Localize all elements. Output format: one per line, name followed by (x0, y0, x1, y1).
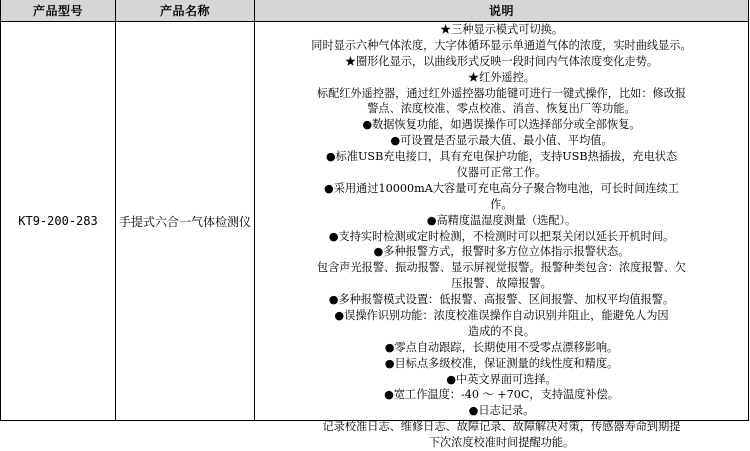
description-line: 同时显示六种气体浓度，大字体循环显示单通道气体的浓度，实时曲线显示。 (311, 38, 692, 52)
description-line: 记录校准日志、维修日志、故障记录、故障解决对策，传感器寿命到期提 (322, 420, 681, 434)
product-name-cell (116, 22, 254, 420)
description-line: 压报警、故障报警。 (451, 277, 552, 291)
description-line: ●采用通过10000mA大容量可充电高分子聚合物电池，可长时间连续工 (324, 181, 679, 195)
description-line: ★三种显示模式可切换。 (439, 23, 564, 36)
description-line: ●可设置是否显示最大值、最小值、平均值。 (390, 134, 613, 148)
description-line: ●日志记录。 (468, 404, 535, 418)
product-model-cell (1, 22, 115, 420)
description-line: ●标准USB充电接口，具有充电保护功能，支持USB热插拔，充电状态 (325, 150, 678, 164)
header-name: 产品名称 (159, 4, 210, 18)
description-line: ●高精度温湿度测量（选配）。 (426, 213, 577, 227)
description-line: ●宽工作温度：-40 ～ +70C，支持温度补偿。 (384, 388, 619, 402)
description-line: 警点、浓度校准、零点校准、消音、恢复出厂等功能。 (367, 102, 636, 116)
description-line: ●零点自动跟踪，长期使用不受零点漂移影响。 (384, 340, 619, 354)
description-line: ●目标点多级校准，保证测量的线性度和精度。 (384, 356, 619, 370)
description-line: ★圈形化显示，以曲线形式反映一段时间内气体浓度变化走势。 (344, 54, 659, 68)
description-line: 包含声光报警、振动报警、显示屏视觉报警。报警种类包含：浓度报警、欠 (316, 261, 687, 275)
header-description: 说明 (488, 4, 514, 18)
description-line: ●误操作识别功能：浓度校准误操作自动识别并阻止，能避免人为因 (334, 309, 669, 323)
description-line: ●支持实时检测或定时检测，不检测时可以把泵关闭以延长开机时间。 (328, 229, 675, 243)
product-model: KT9-200-283 (18, 214, 98, 228)
description-cell (255, 22, 748, 450)
header-model: 产品型号 (32, 4, 83, 18)
product-name: 手提式六合一气体检测仪 (118, 214, 251, 229)
description-line: ●多种报警方式，报警时多方位立体指示报警状态。 (373, 245, 630, 259)
table-header-row (1, 0, 748, 22)
description-line: ●多种报警模式设置：低报警、高报警、区间报警、加权平均值报警。 (328, 293, 675, 307)
description-line: ●数据恢复功能，如遇误操作可以选择部分或全部恢复。 (362, 118, 641, 132)
description-line: ●中英文界面可选择。 (446, 372, 557, 386)
description-line: 标配红外遥控器，通过红外遥控器功能键可进行一键式操作，比如：修改报 (316, 86, 687, 100)
description-line: 下次浓度校准时间提醒功能。 (428, 436, 575, 450)
description-line: 仪器可正常工作。 (456, 166, 547, 180)
description-line: 作。 (490, 197, 513, 211)
description-line: ★红外遥控。 (467, 70, 536, 84)
description-line: 造成的不良。 (467, 324, 536, 338)
